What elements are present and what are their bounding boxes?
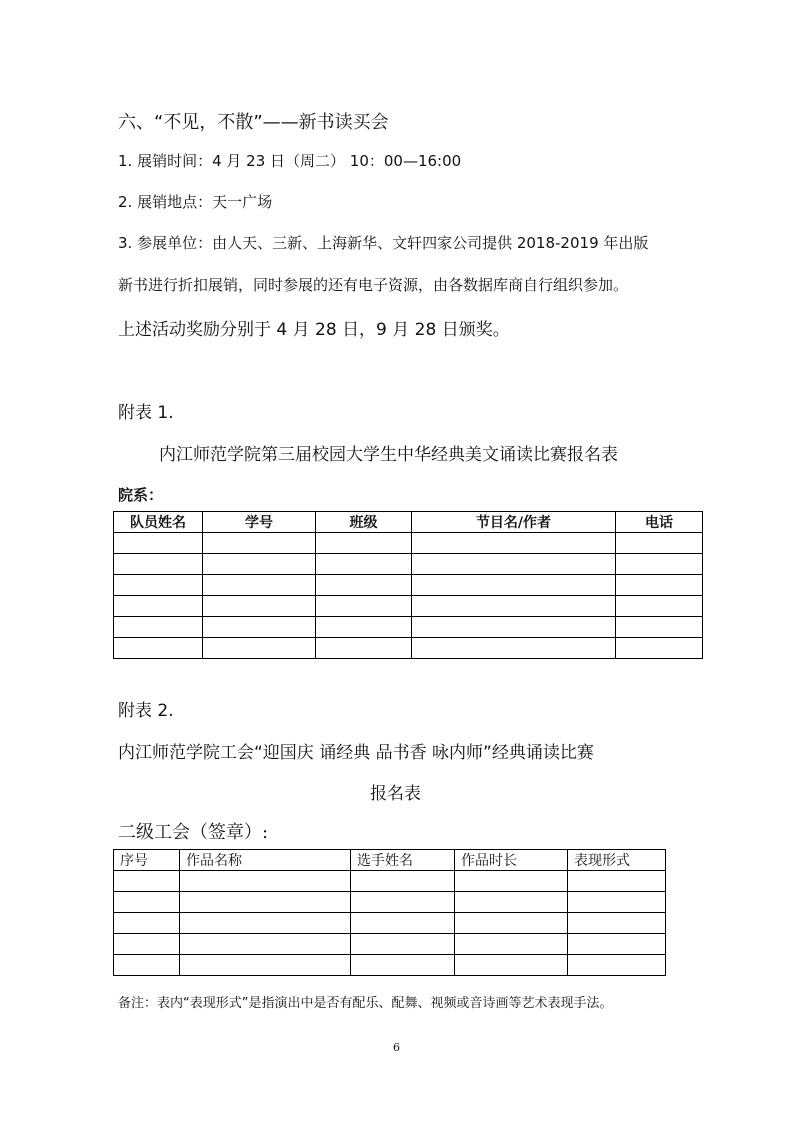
table-cell[interactable] bbox=[616, 638, 703, 659]
table-cell[interactable] bbox=[114, 913, 180, 934]
table-cell[interactable] bbox=[351, 934, 455, 955]
union-signature-label: 二级工会（签章）: bbox=[118, 822, 269, 843]
table-cell[interactable] bbox=[412, 554, 616, 575]
table-cell[interactable] bbox=[568, 955, 666, 976]
table-cell[interactable] bbox=[455, 871, 568, 892]
column-header-phone: 电话 bbox=[616, 512, 703, 533]
table-cell[interactable] bbox=[114, 638, 203, 659]
table-row bbox=[114, 913, 666, 934]
table-cell[interactable] bbox=[203, 596, 316, 617]
table-cell[interactable] bbox=[180, 871, 351, 892]
table-row bbox=[114, 617, 703, 638]
table-row bbox=[114, 638, 703, 659]
award-notice: 上述活动奖励分别于 4 月 28 日，9 月 28 日颁奖。 bbox=[118, 320, 510, 340]
table-cell[interactable] bbox=[316, 554, 412, 575]
table-row bbox=[114, 575, 703, 596]
table-row bbox=[114, 596, 703, 617]
table-cell[interactable] bbox=[616, 596, 703, 617]
exhibition-location: 2. 展销地点：天一广场 bbox=[118, 193, 273, 211]
exhibitors-line-1: 3. 参展单位：由人天、三新、上海新华、文轩四家公司提供 2018-2019 年出版 bbox=[118, 234, 649, 252]
column-header-work-title: 作品名称 bbox=[180, 850, 351, 871]
table-cell[interactable] bbox=[203, 554, 316, 575]
table-cell[interactable] bbox=[616, 617, 703, 638]
table-cell[interactable] bbox=[114, 554, 203, 575]
table-cell[interactable] bbox=[180, 913, 351, 934]
table-row bbox=[114, 554, 703, 575]
section-heading: 六、“不见，不散”——新书读买会 bbox=[118, 112, 389, 133]
registration-table-2 bbox=[113, 849, 666, 976]
table-cell[interactable] bbox=[180, 934, 351, 955]
table-cell[interactable] bbox=[316, 575, 412, 596]
table-cell[interactable] bbox=[412, 596, 616, 617]
table-cell[interactable] bbox=[351, 871, 455, 892]
table-cell[interactable] bbox=[114, 871, 180, 892]
table-cell[interactable] bbox=[616, 575, 703, 596]
table-cell[interactable] bbox=[114, 617, 203, 638]
column-header-serial-number: 序号 bbox=[114, 850, 180, 871]
table-cell[interactable] bbox=[455, 913, 568, 934]
column-header-program-author: 节目名/作者 bbox=[412, 512, 616, 533]
appendix-1-title: 内江师范学院第三届校园大学生中华经典美文诵读比赛报名表 bbox=[159, 445, 618, 465]
table-cell[interactable] bbox=[568, 892, 666, 913]
table-cell[interactable] bbox=[203, 533, 316, 554]
exhibitors-line-2: 新书进行折扣展销，同时参展的还有电子资源，由各数据库商自行组织参加。 bbox=[118, 276, 629, 294]
table-cell[interactable] bbox=[455, 892, 568, 913]
appendix-2-title-line-1: 内江师范学院工会“迎国庆 诵经典 品书香 咏内师”经典诵读比赛 bbox=[118, 743, 594, 763]
registration-table-1 bbox=[113, 511, 703, 659]
table-note: 备注：表内“表现形式”是指演出中是否有配乐、配舞、视频或音诗画等艺术表现手法。 bbox=[118, 996, 613, 1011]
table-row bbox=[114, 533, 703, 554]
column-header-work-duration: 作品时长 bbox=[455, 850, 568, 871]
table-cell[interactable] bbox=[568, 934, 666, 955]
table-header-row bbox=[114, 850, 666, 871]
table-cell[interactable] bbox=[203, 617, 316, 638]
table-cell[interactable] bbox=[316, 617, 412, 638]
column-header-performer-name: 选手姓名 bbox=[351, 850, 455, 871]
table-cell[interactable] bbox=[316, 638, 412, 659]
table-cell[interactable] bbox=[351, 913, 455, 934]
exhibition-time: 1. 展销时间：4 月 23 日（周二） 10：00—16:00 bbox=[118, 152, 462, 170]
table-cell[interactable] bbox=[616, 554, 703, 575]
table-cell[interactable] bbox=[114, 575, 203, 596]
table-row bbox=[114, 871, 666, 892]
column-header-member-name: 队员姓名 bbox=[114, 512, 203, 533]
table-cell[interactable] bbox=[351, 892, 455, 913]
table-cell[interactable] bbox=[114, 955, 180, 976]
appendix-1-label: 附表 1. bbox=[118, 403, 174, 423]
table-row bbox=[114, 955, 666, 976]
table-cell[interactable] bbox=[316, 596, 412, 617]
page-number: 6 bbox=[393, 1041, 400, 1054]
table-row bbox=[114, 892, 666, 913]
column-header-performance-form: 表现形式 bbox=[568, 850, 666, 871]
table-cell[interactable] bbox=[316, 533, 412, 554]
table-cell[interactable] bbox=[114, 934, 180, 955]
column-header-class: 班级 bbox=[316, 512, 412, 533]
table-cell[interactable] bbox=[180, 892, 351, 913]
column-header-student-id: 学号 bbox=[203, 512, 316, 533]
table-header-row bbox=[114, 512, 703, 533]
table-cell[interactable] bbox=[351, 955, 455, 976]
table-cell[interactable] bbox=[455, 955, 568, 976]
table-cell[interactable] bbox=[412, 617, 616, 638]
table-cell[interactable] bbox=[568, 871, 666, 892]
table-cell[interactable] bbox=[114, 596, 203, 617]
table-cell[interactable] bbox=[114, 892, 180, 913]
table-cell[interactable] bbox=[203, 638, 316, 659]
table-cell[interactable] bbox=[180, 955, 351, 976]
table-cell[interactable] bbox=[114, 533, 203, 554]
table-row bbox=[114, 934, 666, 955]
appendix-2-label: 附表 2. bbox=[118, 701, 174, 721]
table-cell[interactable] bbox=[455, 934, 568, 955]
table-cell[interactable] bbox=[412, 533, 616, 554]
table-cell[interactable] bbox=[616, 533, 703, 554]
table-cell[interactable] bbox=[412, 638, 616, 659]
table-cell[interactable] bbox=[568, 913, 666, 934]
appendix-2-title-line-2: 报名表 bbox=[370, 784, 421, 804]
table-cell[interactable] bbox=[412, 575, 616, 596]
department-label: 院系： bbox=[118, 486, 164, 504]
table-cell[interactable] bbox=[203, 575, 316, 596]
